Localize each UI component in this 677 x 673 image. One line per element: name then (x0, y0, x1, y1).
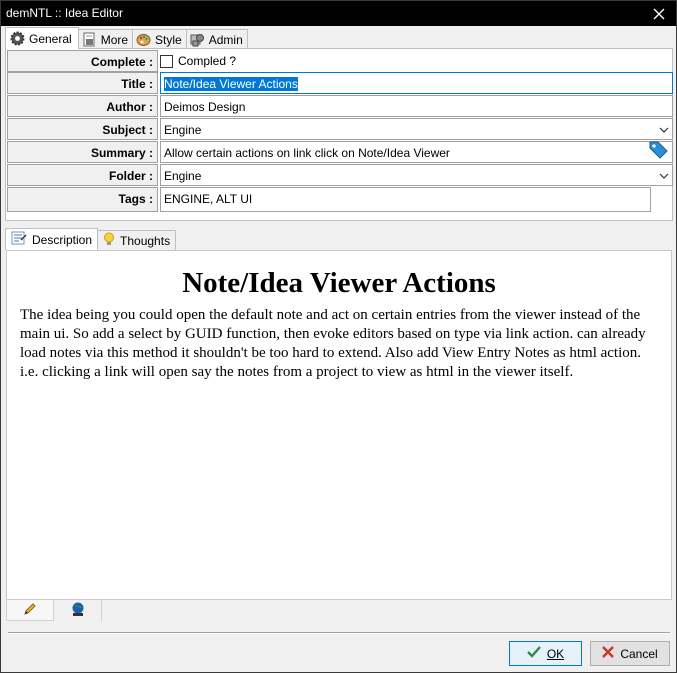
author-row (7, 95, 673, 117)
summary-value: Allow certain actions on link click on Note/Idea Viewer (164, 146, 450, 160)
tab-style[interactable] (132, 29, 187, 49)
description-viewer[interactable] (6, 250, 672, 600)
chevron-down-icon[interactable] (659, 170, 669, 184)
ok-button[interactable] (509, 641, 582, 666)
complete-checkbox[interactable] (160, 54, 236, 68)
author-field[interactable] (160, 95, 673, 117)
tab-preview[interactable] (54, 600, 102, 621)
author-label: Author : (7, 95, 158, 117)
check-icon (527, 646, 541, 661)
checkbox-box[interactable] (160, 55, 173, 68)
complete-label: Complete : (7, 50, 158, 72)
tags-row (7, 187, 673, 212)
globe-icon (70, 601, 86, 620)
content-tabs (5, 229, 175, 250)
folder-value: Engine (164, 169, 202, 183)
chevron-down-icon[interactable] (659, 124, 669, 138)
close-icon (602, 646, 614, 661)
complete-row (7, 50, 673, 72)
gear-icon (10, 31, 25, 46)
tab-thoughts-label: Thoughts (120, 233, 171, 248)
document-icon (82, 32, 97, 47)
tab-general[interactable] (5, 27, 79, 49)
general-panel (5, 48, 673, 221)
tags-value: ENGINE, ALT UI (164, 192, 253, 206)
notes-icon (11, 231, 27, 248)
close-icon[interactable] (644, 1, 674, 26)
tab-admin[interactable] (186, 29, 248, 49)
window-title: demNTL :: Idea Editor (6, 6, 123, 20)
tab-description-label: Description (32, 232, 93, 247)
subject-row (7, 118, 673, 140)
summary-row (7, 141, 673, 163)
tags-field[interactable] (160, 187, 651, 212)
palette-icon (136, 32, 151, 47)
tab-more-label: More (100, 32, 129, 47)
cancel-button[interactable] (590, 641, 670, 666)
title-label: Title : (7, 72, 158, 94)
tab-more[interactable] (78, 29, 133, 49)
divider (8, 632, 670, 634)
title-field[interactable] (160, 72, 673, 94)
subject-select[interactable] (160, 118, 673, 140)
tab-style-label: Style (155, 32, 182, 47)
ok-button-label: OK (546, 646, 565, 661)
main-tabs (5, 28, 247, 49)
cancel-button-label: Cancel (620, 646, 658, 661)
folder-row (7, 164, 673, 186)
pencil-icon (23, 602, 37, 619)
complete-checkbox-label: Compled ? (178, 54, 237, 68)
summary-field[interactable] (160, 141, 673, 163)
folder-label: Folder : (7, 164, 158, 186)
tags-label: Tags : (7, 187, 158, 212)
document-heading: Note/Idea Viewer Actions (182, 267, 496, 299)
subject-label: Subject : (7, 118, 158, 140)
title-value: Note/Idea Viewer Actions (164, 77, 298, 91)
tab-description[interactable] (5, 228, 98, 250)
tab-thoughts[interactable] (97, 230, 176, 250)
tab-admin-label: Admin (208, 32, 243, 47)
editor-mode-tabs (6, 600, 672, 622)
summary-label: Summary : (7, 141, 158, 163)
tab-edit[interactable] (6, 600, 54, 621)
document-body: The idea being you could open the default note and act on certain entries from the viewer instead of the main ui. So add a select by GUID function, then evoke editors based on type via link action. can already load notes via this method it shouldn't be too hard to extend. Also add View Entry Notes as html action. i.e. clicking a link will open say the notes from a project to view as html in the viewer itself. (20, 307, 646, 380)
author-value: Deimos Design (164, 100, 246, 114)
admin-icon (190, 32, 205, 47)
title-row (7, 72, 673, 94)
subject-value: Engine (164, 123, 202, 137)
tag-icon[interactable] (647, 139, 669, 162)
folder-select[interactable] (160, 164, 673, 186)
lightbulb-icon (103, 232, 115, 250)
tab-general-label: General (29, 31, 72, 46)
title-bar (1, 1, 676, 26)
